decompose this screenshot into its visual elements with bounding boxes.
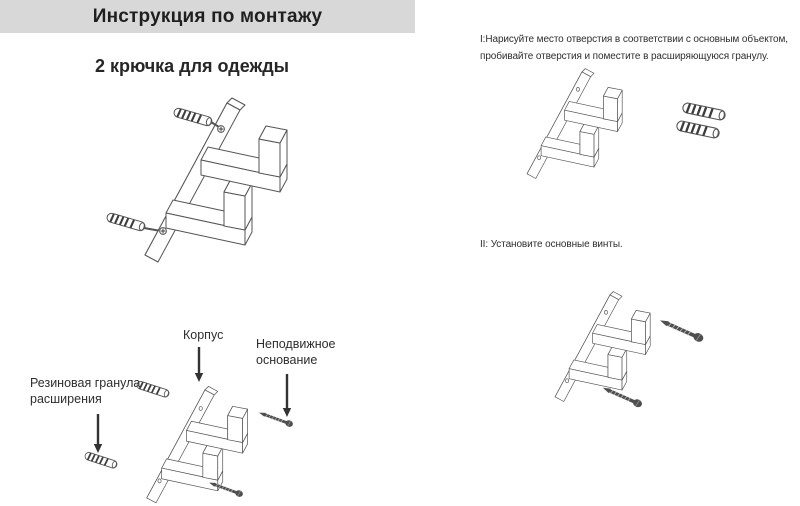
figure-main-assembled-hooks xyxy=(85,85,330,280)
step1-line1: I:Нарисуйте место отверстия в соответствии с основным объектом, xyxy=(480,34,788,45)
step1-line2: пробивайте отверстия и поместите в расширяющуюся гранулу. xyxy=(480,51,769,62)
figure-step2-screws xyxy=(540,282,755,427)
arrow-down-icon-body xyxy=(195,347,203,382)
screw-head-icon xyxy=(160,228,167,235)
label-fixed-base: Неподвижное основание xyxy=(256,337,336,367)
hook-rail-assembly xyxy=(555,292,650,402)
hook-rail-assembly xyxy=(147,386,248,502)
page-title: Инструкция по монтажу xyxy=(92,5,323,27)
arrow-down-icon-rubber-granule xyxy=(94,414,102,453)
label-rubber-granule: Резиновая гранула расширения xyxy=(30,376,141,406)
wall-anchor-bottom-icon xyxy=(106,212,166,234)
step2-instruction: II: Установите основные винты. xyxy=(480,239,623,250)
screw-head-icon xyxy=(218,126,225,133)
figure-step1-anchors xyxy=(495,62,750,212)
expansion-anchor-icon xyxy=(84,451,118,469)
expansion-anchor-icon xyxy=(682,102,726,121)
label-body: Корпус xyxy=(183,328,224,342)
product-subtitle: 2 крючка для одежды xyxy=(95,56,290,76)
header-bar xyxy=(0,0,415,33)
screw-icon xyxy=(658,316,704,343)
step1-instruction xyxy=(480,31,788,65)
hook-rail-assembly xyxy=(527,69,622,179)
arrow-down-icon-fixed-base xyxy=(283,374,291,417)
hook-rail-assembly xyxy=(145,98,287,262)
expansion-anchor-icon xyxy=(676,120,720,139)
